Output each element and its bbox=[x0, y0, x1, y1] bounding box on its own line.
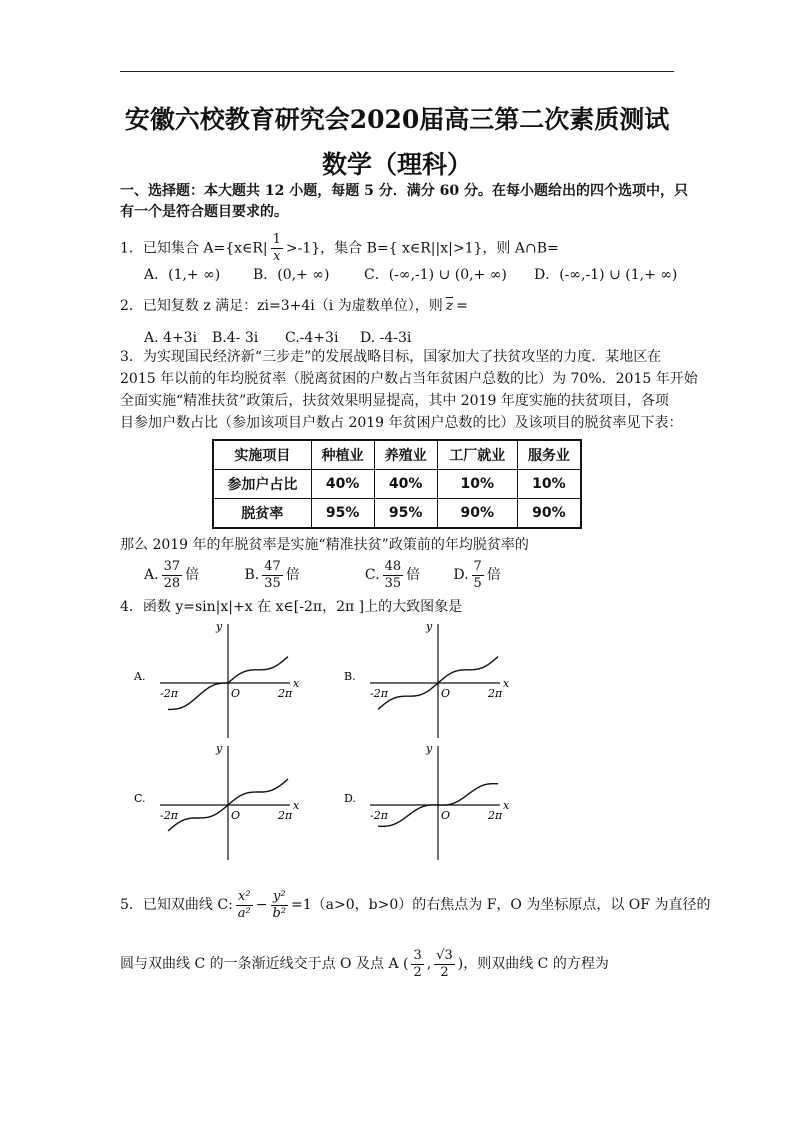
q4-graph-a bbox=[130, 620, 310, 740]
q3-option-b: B. $\frac{47}{35}$ 倍 bbox=[244, 558, 300, 591]
q2-option-a: A. 4+3i bbox=[144, 330, 198, 346]
q1-stem bbox=[120, 232, 559, 265]
neg-tick-label: -2π bbox=[370, 809, 388, 822]
neg-tick-label: -2π bbox=[160, 687, 178, 700]
table-cell: 参加户占比 bbox=[213, 470, 311, 499]
q3-option-a: A. $\frac{37}{28}$ 倍 bbox=[144, 558, 200, 591]
q1-stem-b: >-1}，集合 B={ x∈R||x|>1}，则 A∩B= bbox=[285, 240, 559, 257]
origin-label: O bbox=[441, 687, 451, 700]
q5-fraction-x: $\frac{\text{x²}}{\text{a²}}$ bbox=[237, 888, 251, 921]
q2-option-b: B.4- 3i bbox=[212, 330, 259, 346]
y-axis-label: y bbox=[426, 742, 433, 755]
x-axis-label: x bbox=[503, 799, 510, 812]
top-rule bbox=[120, 71, 674, 72]
origin-label: O bbox=[441, 809, 451, 822]
q4-graph-b bbox=[340, 620, 520, 740]
q3-option-d: D. $\frac{7}{5}$ 倍 bbox=[453, 558, 501, 591]
pos-tick-label: 2π bbox=[488, 687, 503, 700]
q5-line2: 圆与双曲线 C 的一条渐近线交于点 O 及点 A ( $\frac{3}{2}$ , $\frac{√3}{2}$ )，则双曲线 C 的方程为 bbox=[120, 947, 609, 980]
section-intro-line1: 一、选择题：本大题共 12 小题，每题 5 分．满分 60 分。在每小题给出的四个选项中，只 bbox=[120, 183, 688, 199]
section-intro-line2: 有一个是符合题目要求的。 bbox=[120, 204, 288, 220]
table-cell: 工厂就业 bbox=[437, 440, 517, 470]
table-cell: 95% bbox=[311, 499, 374, 529]
table-cell: 40% bbox=[374, 470, 437, 499]
q5-point-y: $\frac{√3}{2}$ bbox=[436, 947, 453, 980]
q1-option-c: C．(-∞,-1) ∪ (0,+ ∞) bbox=[364, 267, 507, 283]
table-row bbox=[213, 499, 581, 529]
q5-point-x: $\frac{3}{2}$ bbox=[413, 947, 422, 980]
q1-stem-a: 1．已知集合 A={x∈R| bbox=[120, 240, 268, 257]
pos-tick-label: 2π bbox=[278, 687, 293, 700]
neg-tick-label: -2π bbox=[370, 687, 388, 700]
q3-options bbox=[144, 556, 501, 594]
table-row bbox=[213, 440, 581, 470]
q3-line3: 全面实施“精准扶贫”政策后，扶贫效果明显提高，其中 2019 年度实施的扶贫项目，各项 bbox=[120, 393, 669, 409]
q5-stem: 5．已知双曲线 C: $\frac{\text{x²}}{\text{a²}}$ − $\frac{\text{y²}}{\text{b²}}$ =1（a>0，b>0）的右焦点为 F，O 为坐标原点，以 OF 为直径的 bbox=[120, 888, 711, 921]
exam-title: 安徽六校教育研究会2020届高三第二次素质测试 bbox=[124, 105, 670, 134]
table-cell: 种植业 bbox=[311, 440, 374, 470]
q2-option-d: D. -4-3i bbox=[360, 330, 412, 346]
table-cell: 养殖业 bbox=[374, 440, 437, 470]
q3-question: 那么 2019 年的年脱贫率是实施“精准扶贫”政策前的年均脱贫率的 bbox=[120, 537, 529, 553]
q2-option-c: C.-4+3i bbox=[285, 330, 339, 346]
graph-label: A. bbox=[134, 670, 146, 683]
y-axis-label: y bbox=[426, 620, 433, 633]
pos-tick-label: 2π bbox=[488, 809, 503, 822]
q3-line2: 2015 年以前的年均脱贫率（脱离贫困的户数占当年贫困户总数的比）为 70%．2015 年开始 bbox=[120, 371, 698, 387]
table-row bbox=[213, 470, 581, 499]
q2-stem: 2．已知复数 z 满足：zi=3+4i（i 为虚数单位），则 $\overline{z}$ = bbox=[120, 298, 468, 314]
graph-label: B. bbox=[344, 670, 356, 683]
table-cell: 服务业 bbox=[517, 440, 581, 470]
origin-label: O bbox=[231, 687, 241, 700]
table-cell: 95% bbox=[374, 499, 437, 529]
q3-line4: 目参加户数占比（参加该项目户数占 2019 年贫困户总数的比）及该项目的脱贫率见下表： bbox=[120, 415, 683, 431]
x-axis-label: x bbox=[293, 677, 300, 690]
q4-stem: 4．函数 y=sin|x|+x 在 x∈[-2π，2π ]上的大致图象是 bbox=[120, 599, 463, 615]
pos-tick-label: 2π bbox=[278, 809, 293, 822]
table-cell: 10% bbox=[437, 470, 517, 499]
q2-zbar: $\overline{z}$ bbox=[445, 298, 454, 314]
table-cell: 10% bbox=[517, 470, 581, 499]
x-axis-label: x bbox=[503, 677, 510, 690]
q3-option-c: C. $\frac{48}{35}$ 倍 bbox=[364, 558, 421, 591]
q1-option-d: D．(-∞,-1) ∪ (1,+ ∞) bbox=[534, 267, 678, 283]
table-cell: 90% bbox=[437, 499, 517, 529]
graph-label: C. bbox=[134, 792, 146, 805]
exam-subtitle: 数学（理科） bbox=[321, 150, 472, 179]
q1-fraction: $\frac{1}{x}$ bbox=[272, 232, 281, 264]
y-axis-label: y bbox=[216, 620, 223, 633]
table-cell: 脱贫率 bbox=[213, 499, 311, 529]
q4-graph-c bbox=[130, 742, 310, 862]
table-cell: 90% bbox=[517, 499, 581, 529]
y-axis-label: y bbox=[216, 742, 223, 755]
q4-graph-d bbox=[340, 742, 520, 862]
table-cell: 40% bbox=[311, 470, 374, 499]
q1-option-b: B．(0,+ ∞) bbox=[253, 267, 330, 283]
neg-tick-label: -2π bbox=[160, 809, 178, 822]
table-cell: 实施项目 bbox=[213, 440, 311, 470]
x-axis-label: x bbox=[293, 799, 300, 812]
q3-table bbox=[212, 439, 582, 529]
origin-label: O bbox=[231, 809, 241, 822]
graph-label: D. bbox=[344, 792, 356, 805]
q1-option-a: A．(1,+ ∞) bbox=[144, 267, 221, 283]
q3-line1: 3．为实现国民经济新“三步走”的发展战略目标，国家加大了扶贫攻坚的力度．某地区在 bbox=[120, 349, 662, 365]
q5-fraction-y: $\frac{\text{y²}}{\text{b²}}$ bbox=[272, 888, 287, 921]
